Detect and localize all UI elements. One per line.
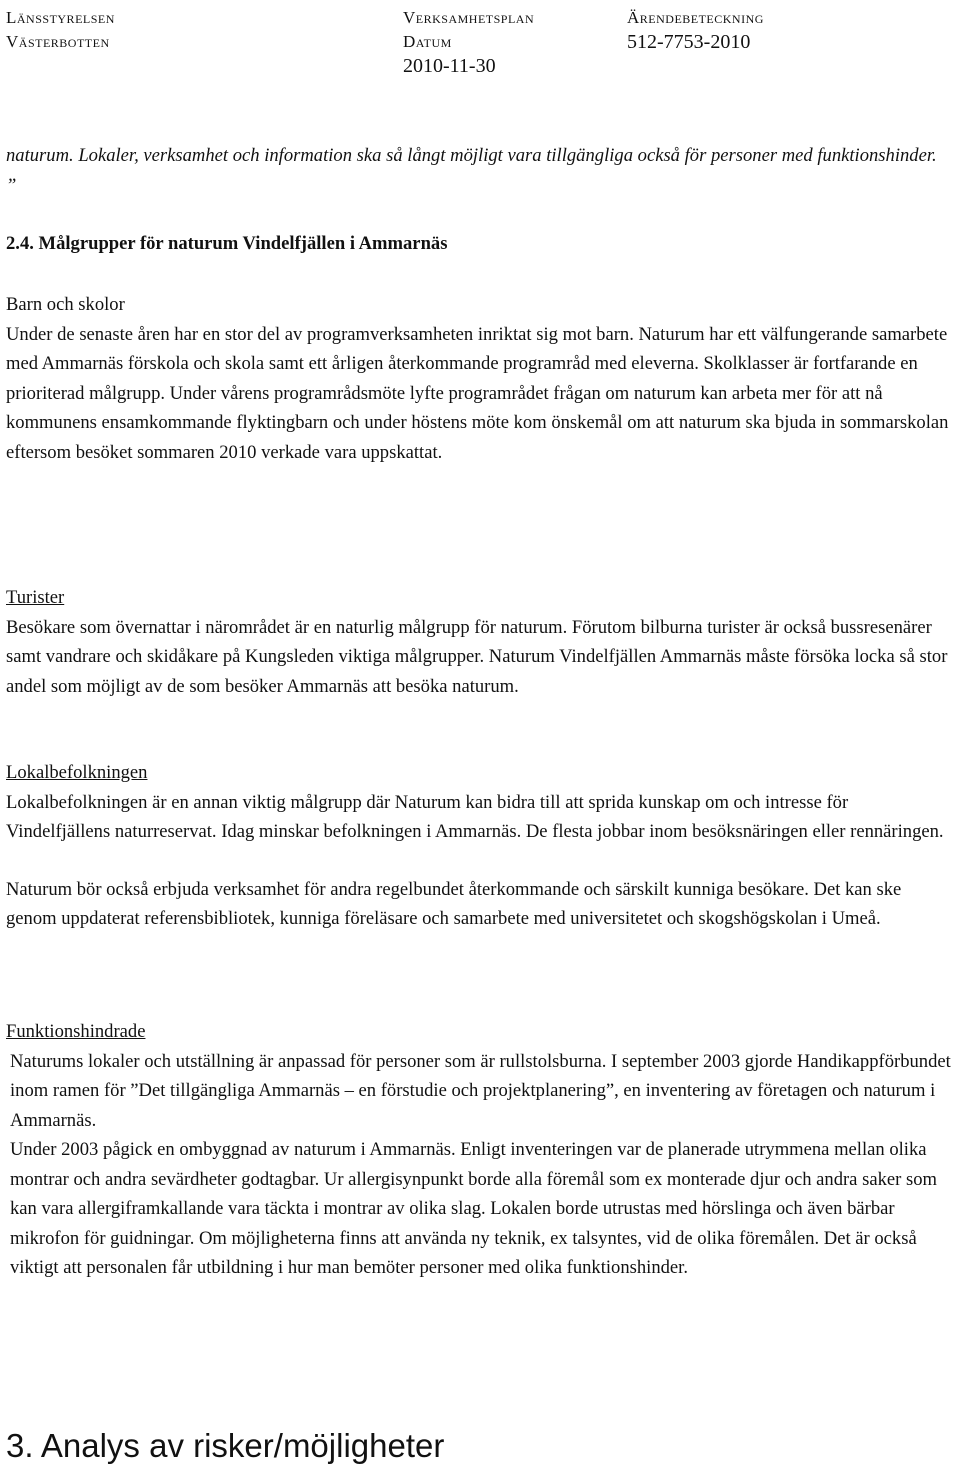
date-label: Datum	[403, 32, 452, 51]
barn-heading: Barn och skolor	[6, 294, 125, 315]
org-line-1: Länsstyrelsen	[6, 8, 115, 27]
turister-heading: Turister	[6, 587, 65, 608]
turister-section	[6, 583, 951, 701]
case-value: 512-7753-2010	[627, 31, 751, 53]
funk-section	[6, 1017, 951, 1283]
section-3-heading: 3. Analys av risker/möjligheter	[6, 1427, 445, 1464]
lokal-body: Lokalbefolkningen är en annan viktig målgrupp där Naturum kan bidra till att sprida kunskap om och intresse för Vindelfjällens naturreservat. Idag minskar befolkningen i Ammarnäs. De flesta jobbar inom besöksnäringen eller rennäringen.	[6, 791, 944, 842]
org-line-2: Västerbotten	[6, 32, 110, 51]
intro-paragraph: naturum. Lokaler, verksamhet och information ska så långt möjligt vara tillgängliga också för personer med funktionshinder. ”	[6, 145, 937, 196]
date-value: 2010-11-30	[403, 55, 496, 77]
barn-body: Under de senaste åren har en stor del av programverksamheten inriktat sig mot barn. Naturum har ett välfungerande samarbete med Ammarnäs förskola och skola samt ett årligen återkommande programråd med eleverna. Skolklasser är fortfarande en prioriterad målgrupp. Under vårens programrådsmöte lyfte programrådet frågan om naturum kan arbeta mer för att nå kommunens ensamkommande flyktingbarn och under höstens möte kom önskemål om att naturum ska bjuda in sommarskolan eftersom besöket sommaren 2010 verkade vara uppskattat.	[6, 323, 949, 463]
header-organization	[6, 6, 115, 54]
barn-section	[6, 290, 951, 467]
funk-body: Naturums lokaler och utställning är anpassad för personer som är rullstolsburna. I september 2003 gjorde Handikappförbundet inom ramen för ”Det tillgängliga Ammarnäs – en förstudie och projektplanering”, en inventering av företagen och naturum i Ammarnäs.	[10, 1050, 951, 1131]
turister-body: Besökare som övernattar i närområdet är en naturlig målgrupp för naturum. Förutom bilburna turister är också bussresenärer samt vandrare och skidåkare på Kungsleden viktiga målgrupper. Naturum Vindelfjällen Ammarnäs måste försöka locka så stor andel som möjligt av de som besöker Ammarnäs att besöka naturum.	[6, 616, 948, 697]
case-label: Ärendebeteckning	[627, 8, 764, 27]
plan-label: Verksamhetsplan	[403, 8, 535, 27]
lokal-body-2: Naturum bör också erbjuda verksamhet för andra regelbundet återkommande och särskilt kunniga besökare. Det kan ske genom uppdaterat referensbibliotek, kunniga föreläsare och samarbete med universitetet och skogshögskolan i Umeå.	[6, 878, 902, 929]
lokal-heading: Lokalbefolkningen	[6, 762, 148, 783]
header-plan	[403, 6, 534, 78]
header-case	[627, 6, 764, 54]
funk-body-2: Under 2003 pågick en ombyggnad av naturum i Ammarnäs. Enligt inventeringen var de planerade utrymmena mellan olika montrar och andra sevärdheter godtagbar. Ur allergisynpunkt borde alla föremål som ex monterade djur och andra saker som kan vara allergiframkallande vara täckta i montrar av olika slag. Lokalen borde utrustas med hörslinga och även bärbar mikrofon för guidningar. Om möjligheterna finns att använda ny teknik, ex talsyntes, vid de olika föremålen. Det är också viktigt att personalen får utbildning i hur man bemöter personer med olika funktionshinder.	[10, 1139, 937, 1278]
lokal-section	[6, 758, 951, 934]
section-2-4-heading: 2.4. Målgrupper för naturum Vindelfjällen i Ammarnäs	[6, 233, 448, 254]
funk-heading: Funktionshindrade	[6, 1021, 146, 1042]
